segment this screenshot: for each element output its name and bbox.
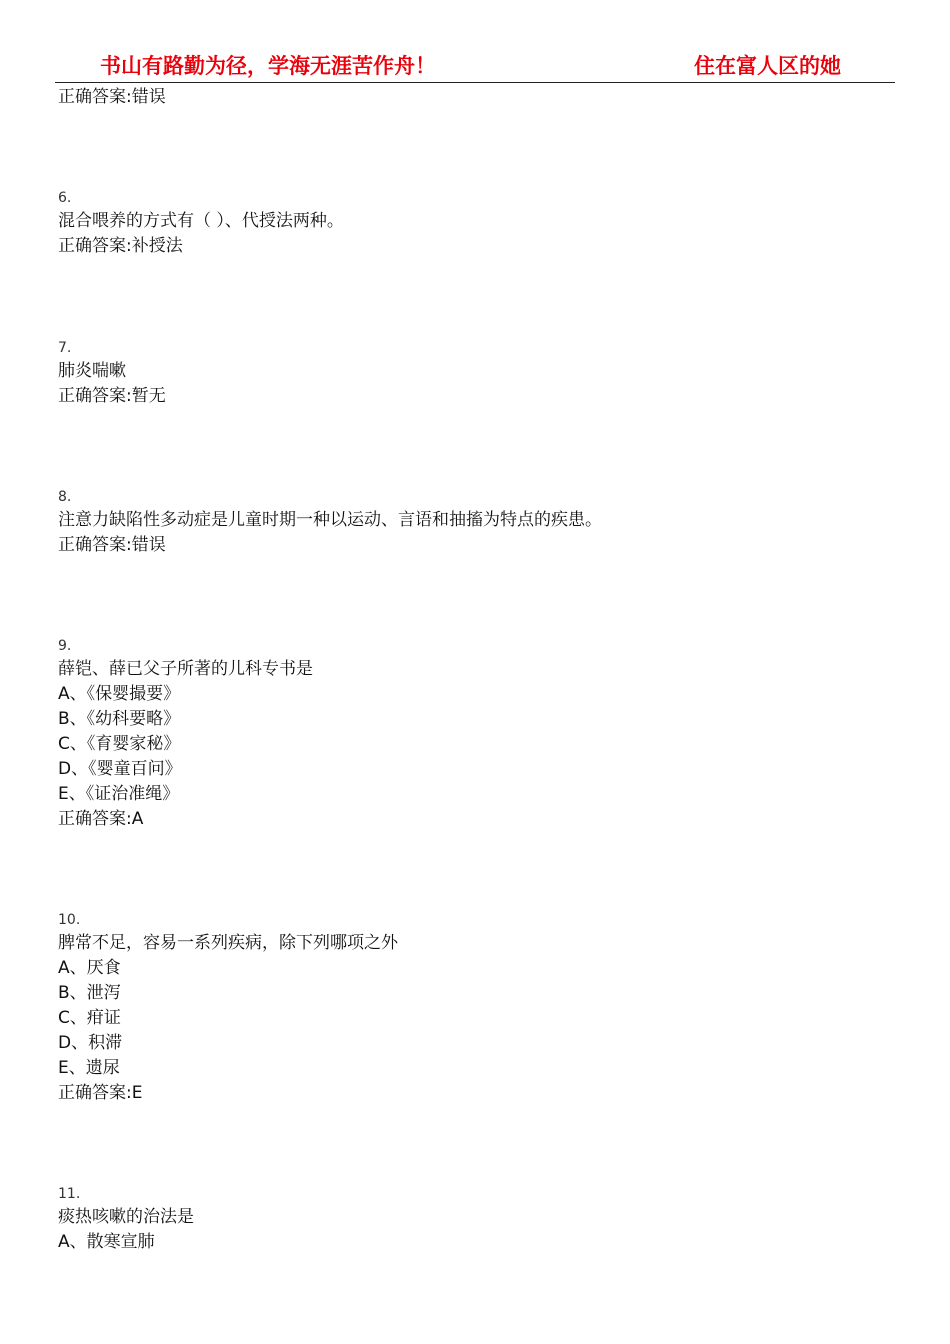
question-8-answer: 正确答案:错误 (58, 535, 166, 555)
question-11-number: 11. (58, 1186, 81, 1202)
question-9-option-b: B、《幼科要略》 (58, 709, 181, 729)
question-10-option-c: C、疳证 (58, 1008, 121, 1028)
question-10-option-b: B、泄泻 (58, 983, 121, 1003)
question-11-option-a: A、散寒宣肺 (58, 1232, 155, 1252)
question-10-option-a: A、厌食 (58, 958, 121, 978)
question-10-answer: 正确答案:E (58, 1083, 143, 1103)
question-6-answer: 正确答案:补授法 (58, 236, 183, 256)
question-9-option-d: D、《婴童百问》 (58, 759, 182, 779)
question-8-text: 注意力缺陷性多动症是儿童时期一种以运动、言语和抽搐为特点的疾患。 (58, 510, 602, 530)
question-7-number: 7. (58, 340, 72, 356)
question-9-answer: 正确答案:A (58, 809, 144, 829)
question-9-option-c: C、《育婴家秘》 (58, 734, 181, 754)
question-7-text: 肺炎喘嗽 (58, 361, 126, 381)
question-6-text: 混合喂养的方式有（ ）、代授法两种。 (58, 211, 344, 231)
question-8-number: 8. (58, 489, 72, 505)
header-motto-left: 书山有路勤为径，学海无涯苦作舟！ (100, 53, 436, 78)
question-10-option-e: E、遗尿 (58, 1058, 120, 1078)
page-header (0, 0, 950, 90)
header-motto-right: 住在富人区的她 (694, 53, 841, 78)
question-9-option-a: A、《保婴撮要》 (58, 684, 181, 704)
question-10-option-d: D、积滞 (58, 1033, 123, 1053)
question-10-text: 脾常不足，容易一系列疾病，除下列哪项之外 (58, 933, 398, 953)
question-11-text: 痰热咳嗽的治法是 (58, 1207, 194, 1227)
question-9-option-e: E、《证治准绳》 (58, 784, 180, 804)
header-divider (55, 82, 895, 83)
question-9-text: 薛铠、薛已父子所著的儿科专书是 (58, 659, 313, 679)
question-7-answer: 正确答案:暂无 (58, 386, 166, 406)
question-9-number: 9. (58, 638, 72, 654)
question-6-number: 6. (58, 190, 72, 206)
question-10-number: 10. (58, 912, 81, 928)
previous-question-answer: 正确答案:错误 (58, 87, 166, 107)
